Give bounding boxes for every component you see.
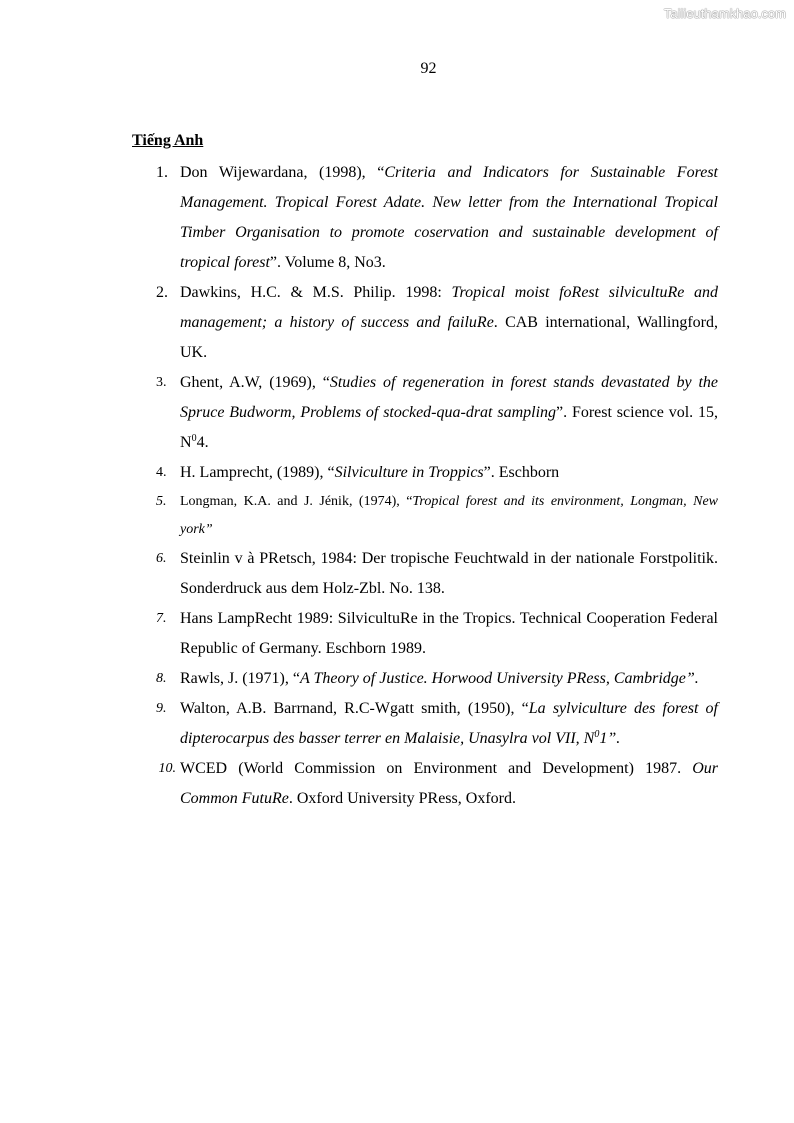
reference-title: A Theory of Justice. Horwood University PRess, Cambridge”. xyxy=(299,670,699,687)
reference-item-5 xyxy=(132,488,718,544)
reference-number: 8. xyxy=(156,671,167,686)
reference-author: Rawls, J. (1971), “ xyxy=(180,670,300,687)
reference-number: 5. xyxy=(156,494,167,509)
reference-author: WCED (World Commission on Environment and Development) 1987. xyxy=(180,760,693,777)
reference-author: Don Wijewardana, (1998), “ xyxy=(180,164,385,181)
reference-item-6 xyxy=(132,544,718,604)
reference-details: . Oxford University PRess, Oxford. xyxy=(288,790,516,807)
reference-superscript: 0 xyxy=(191,433,197,444)
reference-number: 10. xyxy=(158,761,176,776)
reference-title: Silviculture in Troppics xyxy=(334,464,484,481)
reference-title: Our Common FutuRe xyxy=(180,760,718,807)
reference-details: ”. Volume 8, No3. xyxy=(269,254,386,271)
reference-item-10 xyxy=(132,754,718,814)
reference-text: Hans LampRecht 1989: SilvicultuRe in the Tropics. Technical Cooperation Federal Republic of Germany. Eschborn 1989. xyxy=(180,610,718,657)
reference-title-end: 1”. xyxy=(599,730,621,747)
reference-number: 6. xyxy=(156,551,167,566)
page-number: 92 xyxy=(420,60,437,77)
reference-title: La sylviculture des forest of dipterocarpus des basser terrer en Malaisie, Unasylra vol VII, N xyxy=(180,700,718,747)
reference-item-8 xyxy=(132,664,718,694)
reference-title: Tropical moist foRest silvicultuRe and management; a history of success and failuRe xyxy=(180,284,718,331)
reference-author: H. Lamprecht, (1989), “ xyxy=(180,464,335,481)
reference-number: 4. xyxy=(156,465,167,480)
reference-superscript: 0 xyxy=(594,729,600,740)
reference-number: 1. xyxy=(156,164,168,181)
reference-title: Criteria and Indicators for Sustainable Forest Management. Tropical Forest Adate. New letter from the International Tropical Timber Organisation to promote coservation and sustainable development of tropical forest xyxy=(180,164,718,271)
reference-item-3 xyxy=(132,368,718,458)
reference-number: 9. xyxy=(156,701,167,716)
reference-text: Steinlin v à PRetsch, 1984: Der tropische Feuchtwald in der nationale Forstpolitik. Sonderdruck aus dem Holz-Zbl. No. 138. xyxy=(180,550,718,597)
section-heading: Tiếng Anh xyxy=(132,132,204,149)
reference-item-7 xyxy=(132,604,718,664)
watermark: Tailieuthamkhao.com xyxy=(663,6,786,21)
reference-details: . CAB international, Wallingford, UK. xyxy=(180,314,718,361)
reference-details-end: 4. xyxy=(196,434,209,451)
reference-number: 3. xyxy=(156,375,167,390)
reference-number: 7. xyxy=(156,611,167,626)
reference-details: ”. Eschborn xyxy=(483,464,560,481)
reference-title: Tropical forest and its environment, Longman, New york” xyxy=(180,494,718,537)
reference-item-9 xyxy=(132,694,718,754)
reference-author: Longman, K.A. and J. Jénik, (1974), “ xyxy=(180,494,413,509)
reference-title: Studies of regeneration in forest stands devastated by the Spruce Budworm, Problems of stocked-qua-drat sampling xyxy=(180,374,719,421)
reference-details: ”. Forest science vol. 15, N xyxy=(180,404,719,451)
reference-author: Ghent, A.W, (1969), “ xyxy=(180,374,330,391)
reference-author: Walton, A.B. Barrnand, R.C-Wgatt smith, (1950), “ xyxy=(180,700,529,717)
reference-item-4 xyxy=(132,458,718,488)
reference-item-2 xyxy=(132,278,718,368)
reference-number: 2. xyxy=(156,284,168,301)
reference-author: Dawkins, H.C. & M.S. Philip. 1998: xyxy=(180,284,452,301)
reference-item-1 xyxy=(132,158,718,278)
reference-list xyxy=(132,158,718,814)
